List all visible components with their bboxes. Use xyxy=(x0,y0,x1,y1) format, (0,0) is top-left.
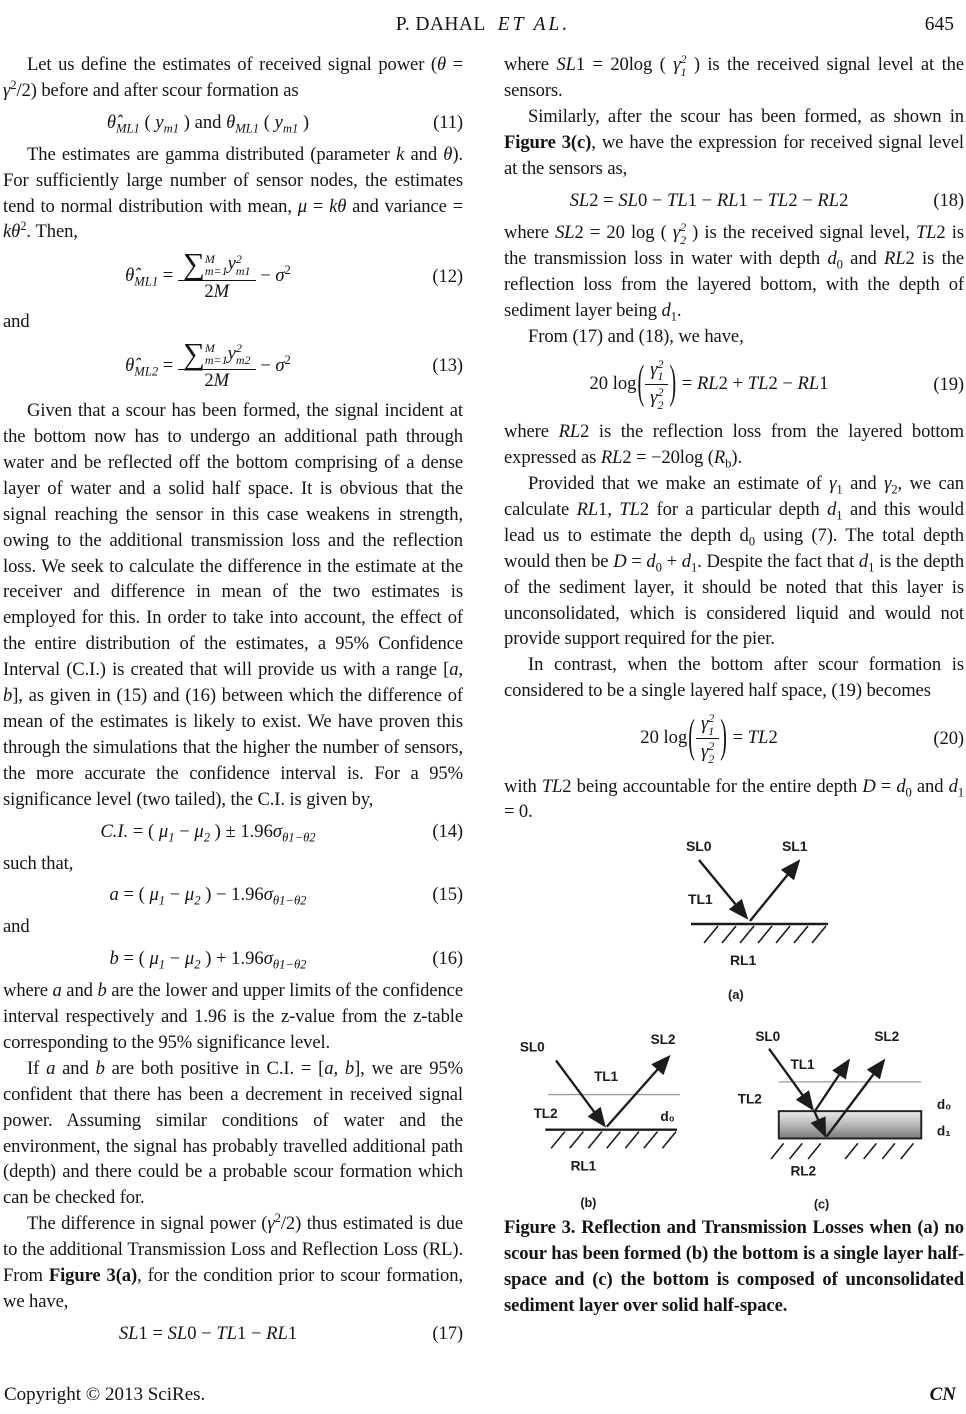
label-sl0: SL0 xyxy=(686,838,712,855)
label-rl1: RL1 xyxy=(730,952,757,969)
running-head xyxy=(0,14,966,36)
label-sl0: SL0 xyxy=(519,1039,545,1055)
label-sl2: SL2 xyxy=(650,1032,676,1048)
figure-3a-diagram xyxy=(646,835,866,1007)
equation-16 xyxy=(3,946,463,972)
label-d0: d₀ xyxy=(936,1097,951,1113)
label-tl1: TL1 xyxy=(594,1069,619,1085)
equation-19-number: (19) xyxy=(933,373,964,395)
equation-17-number: (17) xyxy=(432,1322,463,1344)
connector-such-that: such that, xyxy=(3,852,74,874)
connector-and-1: and xyxy=(3,310,30,332)
label-sl0: SL0 xyxy=(755,1029,780,1045)
equation-11-number: (11) xyxy=(433,111,463,133)
para-both-positive: If a and b are both positive in C.I. = [a, b], we are 95% confident that there has been a decrement in received signal power. Assuming similar conditions of water and the environment, the signal has probably travelled additional path (depth) and there could be a probable scour formation which can be checked for. xyxy=(3,1057,463,1209)
left-column xyxy=(3,52,463,1353)
para-tl2-accountable: with TL2 being accountable for the entire depth $D = d_0$ and $d_1 = 0$. xyxy=(504,775,964,823)
equation-20-number: (20) xyxy=(933,727,964,749)
equation-18-number: (18) xyxy=(933,189,964,211)
running-head-etal: ET AL. xyxy=(497,14,571,35)
label-tl2: TL2 xyxy=(533,1106,558,1122)
equation-14 xyxy=(3,819,463,845)
label-sl1: SL1 xyxy=(782,838,808,855)
para-in-contrast: In contrast, when the bottom after scour formation is considered to be a single layered half space, (19) becomes xyxy=(504,654,964,702)
equation-13-number: (13) xyxy=(432,355,463,377)
equation-11 xyxy=(3,110,463,136)
para-from-17-18: From (17) and (18), we have, xyxy=(528,325,744,347)
label-d0: d₀ xyxy=(660,1109,675,1125)
panel-a-tag: (a) xyxy=(728,987,744,1003)
copyright-notice: Copyright © 2013 SciRes. xyxy=(4,1384,206,1405)
connector-and-2: and xyxy=(3,916,30,938)
para-provided-estimate: Provided that we make an estimate of $\gamma_1$ and $\gamma_2$, we can calculate RL1, TL2 for a particular depth $d_1$ and this would lead us to estimate the depth $d_0$ using (7). The total depth would then be $D = d_0 + d_1$. Despite the fact that $d_1$ is the depth of the sediment layer, it should be noted that this layer is unconsolidated, which is considered liquid and would not provide support required for the pier. xyxy=(504,473,965,650)
para-limits: where a and b are the lower and upper limits of the confidence interval respectively and 1.96 is the z-value from the z-table corresponding to the 95% significance level. xyxy=(3,980,463,1053)
para-difference-power: The difference in signal power $(\gamma^2/2)$ thus estimated is due to the additional Transmission Loss and Reflection Loss (RL). From Figure 3(a), for the condition prior to scour formation, we have, xyxy=(3,1211,463,1312)
label-tl1: TL1 xyxy=(790,1057,815,1073)
equation-12-body: $\thetâ_{ML1}$ = ∑ M m=1 y 2 m1 2M − $\sigma^2$ xyxy=(125,247,291,302)
equation-16-number: (16) xyxy=(432,948,463,970)
equation-12-number: (12) xyxy=(432,266,463,288)
two-column-body xyxy=(3,52,964,1353)
equation-14-number: (14) xyxy=(432,820,463,842)
bottom-hatching xyxy=(551,1132,676,1149)
equation-20-body: 20 log( γ 2 1 γ 2 2 ) = TL2 xyxy=(640,710,778,766)
label-sl2: SL2 xyxy=(874,1029,899,1045)
para-scour-formed: Given that a scour has been formed, the signal incident at the bottom now has to undergo an additional path through water and be reflected off the bottom comprising of a dense layer of water and a solid half space. It is obvious that the signal reaching the sensor in this case weakens in strength, owing to the additional transmission loss and the reflection loss. We seek to calculate the difference in the estimate at the receiver and difference in mean of the two estimates is employed for this. In order to take into account, the effect of the entire distribution of the estimates, a 95% Confidence Interval (C.I.) is created that will provide us with a range [a, b], as given in (15) and (16) between which the difference of mean of the estimates is likely to exist. We have proven this through the simulations that the higher the number of sensors, the more accurate the confidence interval is. For a 95% significance level (two tailed), the C.I. is given by, xyxy=(3,400,463,810)
label-tl2: TL2 xyxy=(737,1091,762,1107)
equation-11-body: $\thetâ_{ML1}$ ( $y_{m1}$ ) and $\theta_{ML1}$ ( $y_{m1}$ ) xyxy=(106,111,310,136)
label-d1: d₁ xyxy=(936,1123,951,1139)
page-number: 645 xyxy=(924,14,954,35)
figure-3 xyxy=(504,835,964,1319)
equation-19 xyxy=(504,358,964,411)
para-rl2-reflection: where RL2 is the reflection loss from the layered bottom expressed as RL2 = −20log $(R_b)$. xyxy=(504,421,964,471)
figure-caption: Figure 3. Reflection and Transmission Losses when (a) no scour has been formed (b) the bottom is a single layer half-space and (c) the bottom is composed of unconsolidated sediment layer over solid half-space. xyxy=(504,1217,964,1317)
para-sl2-level: where SL2 = 20 log ( γ 2 2 ) is the received signal level, TL2 is the transmission loss in water with depth $d_0$ and RL2 is the reflection loss from the layered bottom, with the depth of sediment layer being $d_1$. xyxy=(504,220,964,324)
equation-13 xyxy=(3,336,463,392)
figure-3c-diagram xyxy=(730,1019,964,1215)
para-similarly: Similarly, after the scour has been formed, as shown in Figure 3(c), we have the expression for received signal level at the sensors as, xyxy=(504,106,964,180)
equation-15-number: (15) xyxy=(432,884,463,906)
journal-code: CN xyxy=(929,1384,956,1405)
panel-c-tag: (c) xyxy=(813,1198,829,1213)
running-head-authors: P. DAHAL xyxy=(395,14,486,35)
para-define-estimates: Let us define the estimates of received signal power $(\theta = \gamma^2/2)$ before and after scour formation as xyxy=(3,54,464,101)
panel-b-tag: (b) xyxy=(580,1196,597,1211)
page-header xyxy=(0,14,966,40)
bottom-hatching xyxy=(704,926,826,943)
equation-15 xyxy=(3,882,463,908)
sediment-layer-box xyxy=(779,1111,921,1138)
page-footer xyxy=(4,1384,956,1406)
equation-19-body: 20 log( γ 2 1 γ 2 2 ) = RL2 + TL2 − RL1 xyxy=(589,356,829,412)
para-sl1-level: where SL1 = 20log ( γ 2 1 ) is the received signal level at the sensors. xyxy=(504,52,964,102)
right-column xyxy=(504,52,964,1353)
equation-14-body: C.I. = ( $\mu_1 - \mu_2$ ) ± $1.96\sigma_{\theta 1-\theta 2}$ xyxy=(100,820,316,845)
label-tl1: TL1 xyxy=(688,891,713,908)
equation-17-body: SL1 = SL0 − TL1 − RL1 xyxy=(118,1322,298,1344)
equation-20 xyxy=(504,712,964,765)
equation-18 xyxy=(504,188,964,214)
equation-18-body: SL2 = SL0 − TL1 − RL1 − TL2 − RL2 xyxy=(569,189,849,211)
label-rl1: RL1 xyxy=(570,1159,597,1175)
equation-17 xyxy=(3,1321,463,1347)
halfspace-hatching xyxy=(771,1144,913,1160)
equation-15-body: a = ( $\mu_1 - \mu_2$ ) − $1.96\sigma_{\theta 1-\theta 2}$ xyxy=(109,884,307,909)
label-rl2: RL2 xyxy=(790,1163,816,1179)
figure-3bc-row xyxy=(504,1019,964,1215)
equation-13-body: $\thetâ_{ML2}$ = ∑ M m=1 y 2 m2 2M − $\sigma^2$ xyxy=(125,336,291,392)
para-gamma-distributed: The estimates are gamma distributed (parameter k and θ). For sufficiently large number of sensor nodes, the estimates tend to normal distribution with mean, μ = kθ and variance = $k\theta^2$. Then, xyxy=(3,143,463,243)
figure-3b-diagram xyxy=(516,1019,726,1215)
equation-16-body: b = ( $\mu_1 - \mu_2$ ) + $1.96\sigma_{\theta 1-\theta 2}$ xyxy=(109,948,307,972)
equation-12 xyxy=(3,247,463,302)
